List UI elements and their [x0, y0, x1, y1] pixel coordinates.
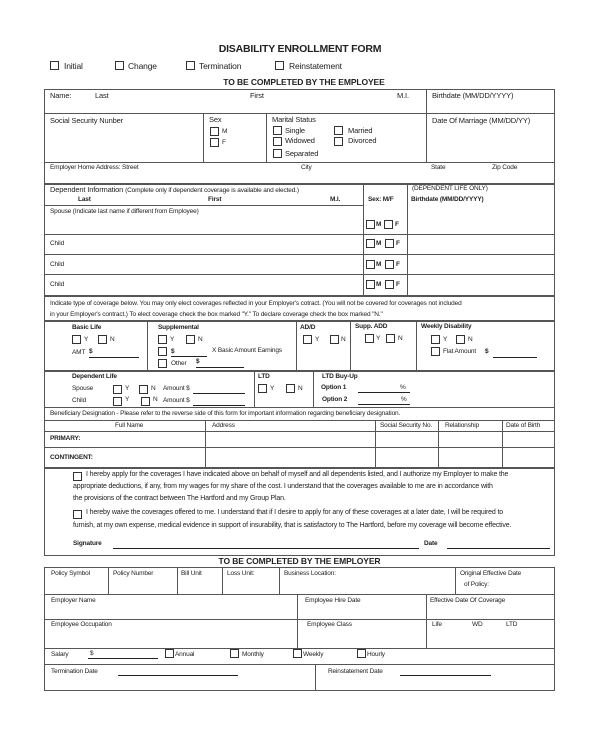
- weekly-checkbox[interactable]: [293, 649, 302, 658]
- divider: [407, 184, 408, 295]
- employee-class-label: Employee Class: [307, 621, 352, 628]
- divider: [363, 184, 364, 295]
- amt-field[interactable]: [89, 357, 139, 358]
- weekly-label: Weekly: [303, 651, 324, 658]
- dep-first-label: First: [208, 196, 222, 203]
- divider: [44, 431, 555, 432]
- col-address: Address: [212, 422, 235, 429]
- spouse-amount-field[interactable]: [193, 393, 245, 394]
- divider: [177, 567, 178, 594]
- dependent-life-label: Dependent Life: [72, 373, 117, 380]
- n-label: N: [468, 336, 473, 343]
- dep-child-n-checkbox[interactable]: [141, 397, 150, 406]
- reinstatement-date-label: Reinstatement Date: [328, 668, 383, 675]
- monthly-checkbox[interactable]: [230, 649, 239, 658]
- ssn-label: Social Security Nunber: [50, 116, 123, 125]
- divider: [44, 113, 555, 114]
- spouse-f-checkbox[interactable]: [384, 220, 393, 229]
- divider: [416, 320, 417, 370]
- divider: [297, 594, 298, 649]
- divider: [44, 420, 555, 421]
- divider: [44, 162, 555, 163]
- divider: [44, 370, 555, 372]
- coverage-instructions: in your Employer's contract.) To elect coverage check the box marked "Y." To declare coverage check the box marked "N.": [50, 311, 383, 318]
- supplemental-amount-checkbox[interactable]: [158, 347, 167, 356]
- employee-section-heading: TO BE COMPLETED BY THE EMPLOYEE: [223, 77, 385, 87]
- dependent-note: (Complete only if dependent coverage is available and elected.): [125, 187, 299, 194]
- married-checkbox[interactable]: [334, 126, 343, 135]
- single-checkbox[interactable]: [273, 126, 282, 135]
- apply-checkbox[interactable]: [73, 472, 82, 481]
- col-ssn: Social Security No.: [380, 422, 433, 429]
- divider: [44, 205, 363, 206]
- dep-sex-label: Sex: M/F: [368, 196, 394, 203]
- child2-f-checkbox[interactable]: [385, 260, 394, 269]
- initial-checkbox[interactable]: [50, 61, 59, 70]
- weekly-n-checkbox[interactable]: [456, 335, 465, 344]
- dollar-sign: $: [171, 348, 175, 355]
- divider: [222, 567, 223, 594]
- supplemental-amount-field[interactable]: [171, 356, 207, 357]
- divider: [44, 594, 555, 595]
- name-label: Name:: [50, 91, 72, 100]
- mi-label: M.I.: [397, 91, 409, 100]
- divider: [315, 664, 316, 691]
- termination-date-field[interactable]: [118, 675, 238, 676]
- dollar-sign: $: [89, 348, 93, 355]
- f-label: F: [396, 261, 400, 268]
- divider: [147, 320, 148, 370]
- flat-amount-field[interactable]: [493, 357, 537, 358]
- divider: [438, 420, 439, 467]
- add-y-checkbox[interactable]: [303, 335, 312, 344]
- marital-status-label: Marital Status: [272, 115, 316, 124]
- n-label: N: [298, 385, 303, 392]
- ltd-class-label: LTD: [506, 621, 518, 628]
- ltd-label: LTD: [258, 373, 270, 380]
- married-label: Married: [348, 126, 373, 135]
- annual-checkbox[interactable]: [165, 649, 174, 658]
- state-label: State: [431, 164, 446, 171]
- divider: [44, 254, 555, 255]
- option1-label: Option 1: [321, 384, 347, 391]
- flat-amount-label: Flat Amount: [443, 348, 477, 355]
- dep-child-label: Child: [72, 397, 87, 404]
- divider: [44, 447, 555, 448]
- m-label: M: [376, 240, 382, 247]
- divider: [296, 320, 297, 370]
- supplemental-label: Supplemental: [158, 324, 199, 331]
- x-basic-earnings-label: X Basic Amount Earnings: [212, 347, 282, 354]
- sex-f-checkbox[interactable]: [210, 138, 219, 147]
- option2-label: Option 2: [322, 396, 348, 403]
- y-label: Y: [270, 385, 275, 392]
- child-amount-field[interactable]: [193, 405, 245, 406]
- dep-spouse-label: Spouse: [72, 385, 94, 392]
- f-label: F: [396, 240, 400, 247]
- separated-checkbox[interactable]: [273, 149, 282, 158]
- f-label: F: [395, 221, 399, 228]
- waive-checkbox[interactable]: [73, 510, 82, 519]
- apply-text: appropriate deductions, if any, from my wages for my share of the cost. I understand that the coverages available to me are in accordance with: [73, 483, 493, 490]
- supplemental-other-checkbox[interactable]: [158, 359, 167, 368]
- dependent-info-label: Dependent Information: [50, 185, 124, 194]
- divider: [254, 370, 255, 407]
- employer-section-heading: TO BE COMPLETED BY THE EMPLOYER: [218, 556, 381, 566]
- apply-text: I hereby apply for the coverages I have indicated above on behalf of myself and all dependents listed, and I authorize my Employer to make the: [86, 471, 509, 478]
- signature-field[interactable]: [113, 548, 419, 549]
- spouse-m-checkbox[interactable]: [366, 220, 375, 229]
- supp-add-n-checkbox[interactable]: [386, 334, 395, 343]
- initial-label: Initial: [64, 61, 83, 71]
- other-amount-field[interactable]: [196, 367, 244, 368]
- n-label: N: [151, 385, 156, 392]
- salary-field[interactable]: [88, 658, 158, 659]
- f-label: F: [396, 281, 400, 288]
- policy-number-label: Policy Number: [113, 570, 154, 577]
- first-name-label: First: [250, 91, 264, 100]
- percent-sign: %: [401, 396, 407, 403]
- spouse-label: Spouse (Indicate last name if different from Employee): [50, 208, 199, 215]
- waive-text: furnish, at my own expense, medical evidence in support of insurability, that is satisfactory to The Hartford, before my coverage will become effective.: [73, 522, 512, 529]
- bill-unit-label: Bill Unit: [181, 570, 202, 577]
- m-label: M: [376, 221, 382, 228]
- reinstatement-label: Reinstatement: [289, 61, 342, 71]
- single-label: Single: [285, 126, 305, 135]
- col-date-of-birth: Date of Birth: [506, 422, 541, 429]
- weekly-y-checkbox[interactable]: [431, 335, 440, 344]
- date-field[interactable]: [447, 548, 550, 549]
- divider: [44, 234, 555, 235]
- amount-label: Amount $: [163, 385, 190, 392]
- widowed-label: Widowed: [285, 136, 315, 145]
- col-relationship: Relationship: [445, 422, 479, 429]
- hire-date-label: Employee Hire Date: [305, 597, 361, 604]
- y-label: Y: [170, 336, 175, 343]
- child-label: Child: [50, 261, 65, 268]
- supplemental-y-checkbox[interactable]: [158, 335, 167, 344]
- dep-spouse-y-checkbox[interactable]: [113, 385, 122, 394]
- hourly-label: Hourly: [367, 651, 385, 658]
- option1-field[interactable]: [358, 392, 410, 393]
- dep-spouse-n-checkbox[interactable]: [139, 385, 148, 394]
- original-effective-date-label: Original Effective Date: [460, 570, 522, 577]
- n-label: N: [341, 336, 346, 343]
- option2-field[interactable]: [358, 404, 410, 405]
- divider: [279, 567, 280, 594]
- divider: [44, 320, 555, 322]
- loss-unit-label: Loss Unit:: [227, 570, 255, 577]
- termination-date-label: Termination Date: [51, 668, 98, 675]
- divorced-checkbox[interactable]: [334, 137, 343, 146]
- other-label: Other: [171, 360, 187, 367]
- city-label: City: [301, 164, 312, 171]
- beneficiary-instructions: Beneficiary Designation - Please refer to the reverse side of this form for important information regarding beneficiary designation.: [50, 410, 401, 417]
- basic-life-n-checkbox[interactable]: [98, 335, 107, 344]
- divider: [426, 89, 427, 162]
- supplemental-n-checkbox[interactable]: [186, 335, 195, 344]
- last-name-label: Last: [95, 91, 109, 100]
- divider: [203, 113, 204, 162]
- reinstatement-checkbox[interactable]: [275, 61, 284, 70]
- supp-add-label: Supp. ADD: [355, 323, 388, 330]
- sex-f-label: F: [222, 139, 226, 146]
- amt-label: AMT: [72, 349, 86, 356]
- divider: [350, 320, 351, 370]
- street-label: Employer Home Address: Street: [50, 164, 139, 171]
- child1-f-checkbox[interactable]: [385, 239, 394, 248]
- divider: [455, 567, 456, 594]
- y-label: Y: [125, 396, 130, 403]
- policy-symbol-label: Policy Symbol: [51, 570, 90, 577]
- hourly-checkbox[interactable]: [357, 649, 366, 658]
- change-label: Change: [128, 61, 157, 71]
- n-label: N: [198, 336, 203, 343]
- signature-label: Signature: [73, 540, 102, 547]
- dep-child-y-checkbox[interactable]: [113, 397, 122, 406]
- divider: [108, 567, 109, 594]
- contingent-label: CONTINGENT:: [50, 454, 93, 461]
- flat-amount-checkbox[interactable]: [431, 347, 440, 356]
- zip-label: Zip Code: [492, 164, 518, 171]
- dep-mi-label: M.I.: [330, 196, 341, 203]
- divider: [44, 295, 555, 297]
- effective-date-label: Effective Date Of Coverage: [430, 597, 506, 604]
- y-label: Y: [315, 336, 320, 343]
- divider: [44, 664, 555, 665]
- child3-m-checkbox[interactable]: [366, 280, 375, 289]
- ltd-buy-up-label: LTD Buy-Up: [322, 373, 358, 380]
- col-full-name: Full Name: [115, 422, 144, 429]
- termination-checkbox[interactable]: [186, 61, 195, 70]
- amount-label: Amount $: [163, 397, 190, 404]
- divider: [426, 594, 427, 649]
- widowed-checkbox[interactable]: [273, 137, 282, 146]
- date-of-marriage-label: Date Of Marriage (MM/DD/YY): [432, 116, 531, 125]
- employer-name-label: Employer Name: [51, 597, 96, 604]
- divider: [266, 113, 267, 162]
- apply-text: the provisions of the contract between The Hartford and my Group Plan.: [73, 495, 286, 502]
- basic-life-label: Basic Life: [72, 324, 102, 331]
- of-policy-label: of Policy:: [464, 581, 489, 588]
- basic-life-y-checkbox[interactable]: [72, 335, 81, 344]
- supp-add-y-checkbox[interactable]: [365, 334, 374, 343]
- reinstatement-date-field[interactable]: [400, 675, 491, 676]
- date-label: Date: [424, 540, 438, 547]
- coverage-instructions: Indicate type of coverage below. You may only elect coverages reflected in your Employer's cotract. (You will not be covered for coverages not included: [50, 300, 462, 307]
- divider: [313, 370, 314, 407]
- dollar-sign: $: [485, 348, 489, 355]
- ltd-y-checkbox[interactable]: [258, 384, 267, 393]
- divider: [44, 407, 555, 408]
- divider: [375, 420, 376, 467]
- dep-birthdate-label: Birthdate (MM/DD/YYYY): [411, 196, 484, 203]
- n-label: N: [153, 396, 158, 403]
- change-checkbox[interactable]: [115, 61, 124, 70]
- occupation-label: Employee Occupation: [51, 621, 112, 628]
- divider: [205, 420, 206, 467]
- n-label: N: [110, 336, 115, 343]
- sex-m-checkbox[interactable]: [210, 127, 219, 136]
- sex-label: Sex: [209, 115, 222, 124]
- child-label: Child: [50, 240, 65, 247]
- m-label: M: [376, 281, 382, 288]
- dollar-sign: $: [90, 650, 94, 657]
- business-location-label: Business Location:: [284, 570, 336, 577]
- primary-label: PRIMARY:: [50, 435, 81, 442]
- child3-f-checkbox[interactable]: [385, 280, 394, 289]
- dep-life-only-label: (DEPENDENT LIFE ONLY): [412, 185, 488, 192]
- divorced-label: Divorced: [348, 136, 377, 145]
- wd-label: WD: [472, 621, 483, 628]
- monthly-label: Monthly: [242, 651, 264, 658]
- dollar-sign: $: [196, 358, 200, 365]
- form-title: DISABILITY ENROLLMENT FORM: [218, 43, 382, 55]
- y-label: Y: [84, 336, 89, 343]
- life-label: Life: [432, 621, 442, 628]
- separated-label: Separated: [285, 149, 319, 158]
- sex-m-label: M: [222, 128, 228, 135]
- m-label: M: [376, 261, 382, 268]
- add-label: AD/D: [300, 324, 316, 331]
- termination-label: Termination: [199, 61, 242, 71]
- dep-last-label: Last: [78, 196, 91, 203]
- add-n-checkbox[interactable]: [330, 335, 339, 344]
- divider: [502, 420, 503, 467]
- child-label: Child: [50, 281, 65, 288]
- y-label: Y: [376, 335, 381, 342]
- child1-m-checkbox[interactable]: [366, 239, 375, 248]
- ltd-n-checkbox[interactable]: [286, 384, 295, 393]
- weekly-disability-label: Weekly Disability: [421, 323, 472, 330]
- divider: [44, 619, 555, 620]
- n-label: N: [398, 335, 403, 342]
- child2-m-checkbox[interactable]: [366, 260, 375, 269]
- birthdate-label: Birthdate (MM/DD/YYYY): [432, 91, 514, 100]
- percent-sign: %: [400, 384, 406, 391]
- waive-text: I hereby waive the coverages offered to me. I understand that if I desire to apply for any of these coverages at a later date, I will be required to: [86, 509, 503, 516]
- y-label: Y: [125, 385, 130, 392]
- salary-label: Salary: [51, 651, 69, 658]
- y-label: Y: [443, 336, 448, 343]
- divider: [44, 274, 555, 275]
- annual-label: Annual: [175, 651, 195, 658]
